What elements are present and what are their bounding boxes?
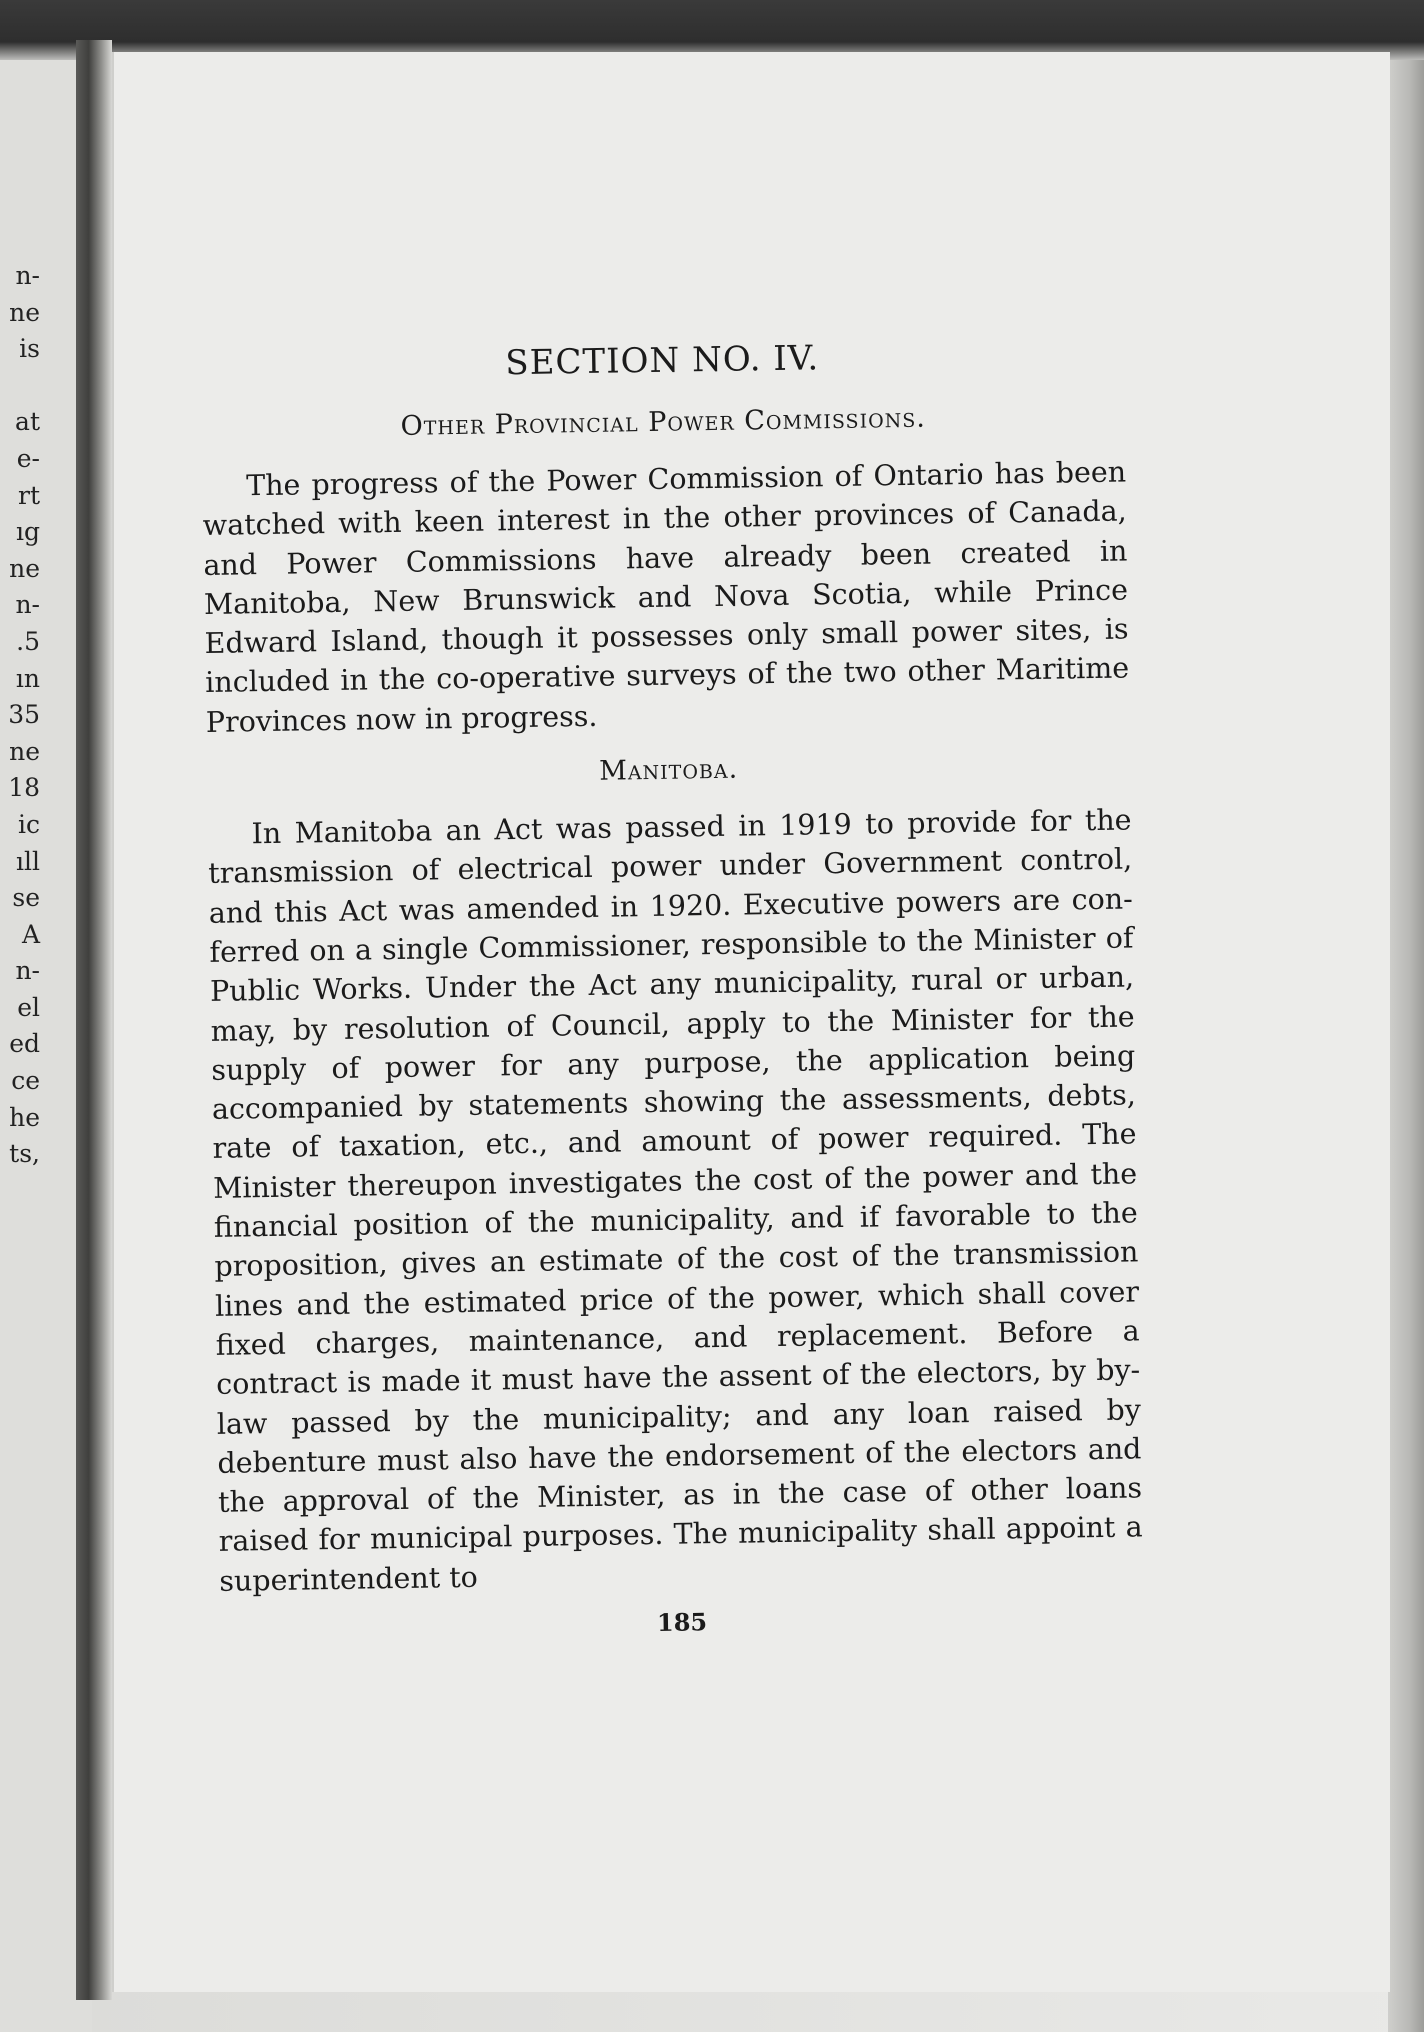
previous-page-fragment: n- <box>15 956 40 986</box>
previous-page-fragment <box>0 368 40 405</box>
previous-page-fragment: .5 <box>16 626 40 656</box>
page-number: 185 <box>656 1607 708 1637</box>
previous-page-fragment: n- <box>15 590 40 620</box>
previous-page-fragment: e- <box>16 443 40 473</box>
section-subtitle: Other Provincial Power Commissions. <box>400 402 927 442</box>
book-gutter-shadow <box>76 40 112 2000</box>
previous-page-fragment: he <box>9 1102 40 1132</box>
previous-page-fragment: is <box>19 334 40 364</box>
previous-page-fragment: 35 <box>8 700 40 730</box>
previous-page-fragment: ic <box>18 809 40 839</box>
previous-page-fragment: ıg <box>16 517 40 547</box>
previous-page-fragment: ne <box>9 297 40 327</box>
page-content <box>200 333 1144 1643</box>
previous-page-text-fragments <box>0 258 40 1173</box>
previous-page-fragment: el <box>17 992 40 1022</box>
intro-paragraph: The progress of the Power Commission of Ontario has been watched with keen interest in the other provinces of Canada, and Power Commissions have already been created in Manitoba, New Brunswick and Nova Scotia, while Prince Edward Island, though it possesses only small power sites, is included in the co-operative surveys of the two other Maritime Provinces now in progress. <box>202 455 1130 739</box>
previous-page-fragment: ın <box>15 663 40 693</box>
previous-page-fragment: 18 <box>8 773 40 803</box>
previous-page-fragment: ed <box>9 1029 40 1059</box>
previous-page-fragment: ce <box>11 1066 40 1096</box>
previous-page-fragment: ts, <box>9 1139 40 1169</box>
manitoba-heading: Manitoba. <box>598 753 739 787</box>
previous-page-fragment: A <box>21 919 40 949</box>
previous-page-fragment: at <box>15 407 40 437</box>
previous-page-fragment: ne <box>9 553 40 583</box>
section-title: SECTION NO. IV. <box>505 338 820 384</box>
page-stack-edge <box>1388 60 1424 2032</box>
manitoba-paragraph: In Manitoba an Act was passed in 1919 to provide for the transmission of electrical power under Government control, and this Act was amended in 1920. Executive powers are conferred on a single Commissioner, responsible to the Minister of Public Works. Under the Act any municipality, rural or urban, may, by resolution of Council, apply to the Minister for the supply of power for any purpose, the application being accompanied by statements showing the assessments, debts, rate of taxation, etc., and amount of power required. The Minister thereupon investigates the cost of the power and the financial position of the municipality, and if favorable to the proposition, gives an estimate of the cost of the transmission lines and the estimated price of the power, which shall cover fixed charges, maintenance, and replacement. Before a contract is made it must have the assent of the electors, by by-law passed by the municipality; and any loan raised by debenture must also have the endorsement of the electors and the approval of the Minister, as in the case of other loans raised for municipal purposes. The municipality shall appoint a superintendent to <box>208 803 1143 1598</box>
previous-page-fragment: rt <box>18 480 40 510</box>
previous-page-fragment: ıll <box>16 846 40 876</box>
previous-page-fragment: ne <box>9 736 40 766</box>
scanner-background-top <box>0 0 1424 60</box>
previous-page-fragment: n- <box>15 261 40 290</box>
previous-page-fragment: se <box>12 883 40 913</box>
